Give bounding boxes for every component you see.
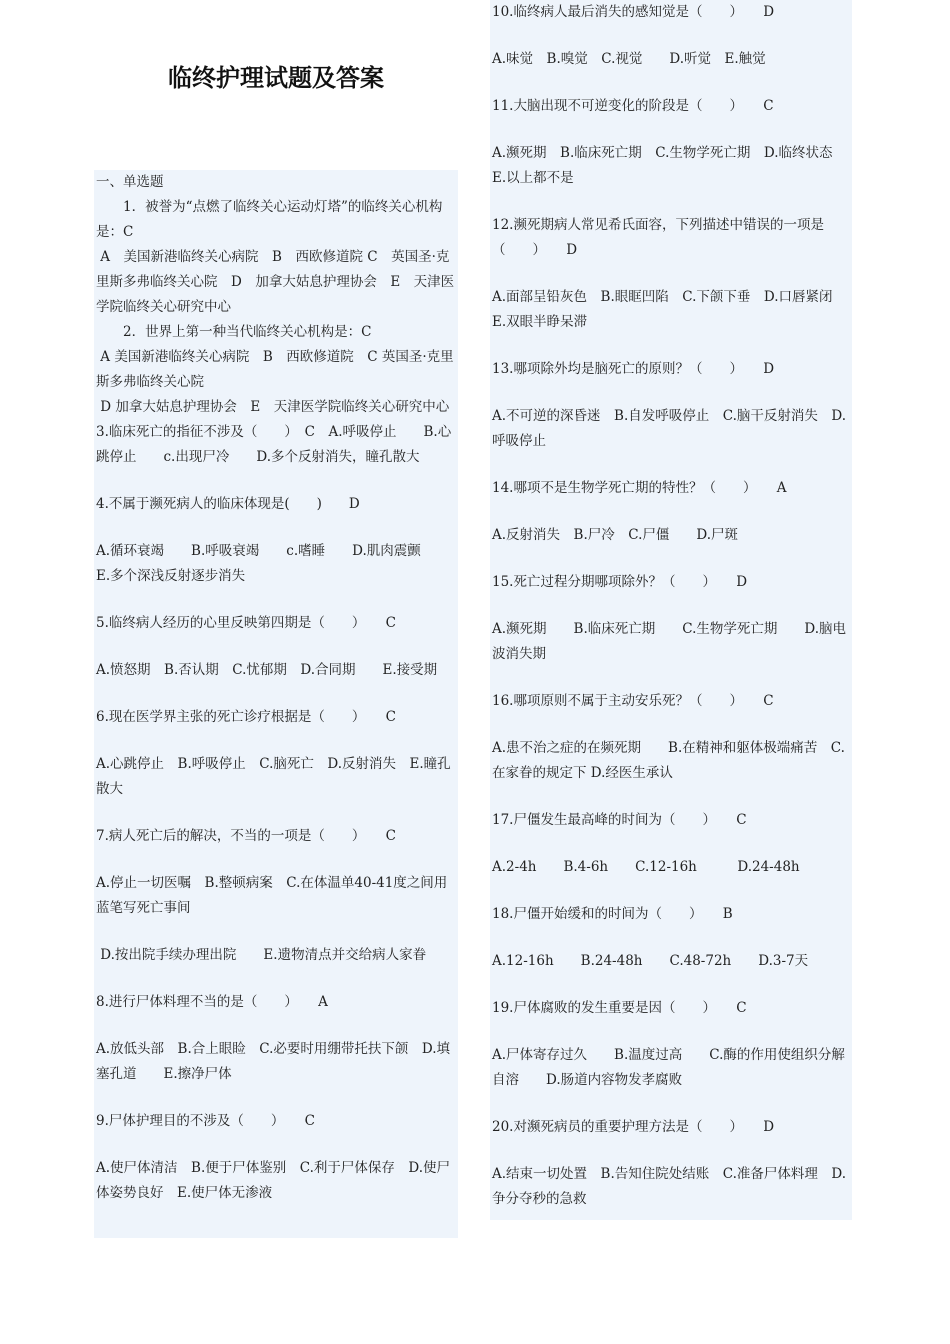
spacer xyxy=(96,849,456,871)
text-line: 14.哪项不是生物学死亡期的特性？（ ） A xyxy=(492,480,787,496)
text-line: A.反射消失 B.尸冷 C.尸僵 D.尸斑 xyxy=(492,527,739,543)
text-line: A.患不治之症的在频死期 B.在精神和躯体极端痛苦 C.在家眷的规定下 D.经医生承认 xyxy=(492,740,845,781)
text-line: 10.临终病人最后消失的感知觉是（ ） D xyxy=(492,4,775,20)
text-line: 8.进行尸体料理不当的是（ ） A xyxy=(96,994,328,1010)
spacer xyxy=(492,119,850,141)
text-line: 9.尸体护理目的不涉及（ ） C xyxy=(96,1113,315,1129)
text-line: 13.哪项除外均是脑死亡的原则？（ ） D xyxy=(492,361,775,377)
spacer xyxy=(492,974,850,996)
text-line: 5.临终病人经历的心里反映第四期是（ ） C xyxy=(96,615,396,631)
spacer xyxy=(492,1093,850,1115)
right-column xyxy=(490,0,852,1220)
text-line: 7.病人死亡后的解决，不当的一项是（ ） C xyxy=(96,828,396,844)
text-line: A.心跳停止 B.呼吸停止 C.脑死亡 D.反射消失 E.瞳孔散大 xyxy=(96,756,451,797)
text-line: 1．被誉为“点燃了临终关心运动灯塔”的临终关心机构是：C xyxy=(96,199,443,240)
text-line: A.面部呈铅灰色 B.眼眶凹陷 C.下颌下垂 D.口唇紧闭 E.双眼半睁呆滞 xyxy=(492,289,847,330)
spacer xyxy=(96,517,456,539)
document-title: 临终护理试题及答案 xyxy=(168,64,384,92)
spacer xyxy=(492,335,850,357)
spacer xyxy=(492,454,850,476)
text-line: A.结束一切处置 B.告知住院处结账 C.准备尸体料理 D.争分夺秒的急救 xyxy=(492,1166,847,1207)
spacer xyxy=(492,191,850,213)
text-line: 12.濒死期病人常见希氏面容，下列描述中错误的一项是（ ） D xyxy=(492,217,824,258)
text-line: 16.哪项原则不属于主动安乐死？（ ） C xyxy=(492,693,774,709)
text-line: A.不可逆的深昏迷 B.自发呼吸停止 C.脑干反射消失 D.呼吸停止 xyxy=(492,408,847,449)
spacer xyxy=(492,880,850,902)
text-line: 17.尸僵发生最高峰的时间为（ ） C xyxy=(492,812,747,828)
text-line: A.愤怒期 B.否认期 C.忧郁期 D.合同期 E.接受期 xyxy=(96,662,438,678)
text-line: A.味觉 B.嗅觉 C.视觉 D.听觉 E.触觉 xyxy=(492,51,766,67)
spacer xyxy=(492,382,850,404)
text-line: D.按出院手续办理出院 E.遗物清点并交给病人家眷 xyxy=(96,947,427,963)
text-line: A.2-4h B.4-6h C.12-16h D.24-48h xyxy=(492,859,800,875)
spacer xyxy=(96,683,456,705)
spacer xyxy=(96,921,456,943)
spacer xyxy=(492,72,850,94)
spacer xyxy=(492,25,850,47)
text-line: 20.对濒死病员的重要护理方法是（ ） D xyxy=(492,1119,775,1135)
spacer xyxy=(492,595,850,617)
text-line: A.使尸体清洁 B.便于尸体鉴别 C.利于尸体保存 D.使尸体姿势良好 E.使尸体无渗液 xyxy=(96,1160,451,1201)
spacer xyxy=(492,833,850,855)
text-line: A 美国新港临终关心病院 B 西欧修道院 C 英国圣·克里斯多弗临终关心院 xyxy=(96,349,454,390)
text-line: 19.尸体腐败的发生重要是因（ ） C xyxy=(492,1000,747,1016)
text-line: A 美国新港临终关心病院 B 西欧修道院 C 英国圣·克里斯多弗临终关心院 D 加拿大姑息护理协会 E 天津医学院临终关心研究中心 xyxy=(96,249,455,315)
text-line: A.循环衰竭 B.呼吸衰竭 c.嗜睡 D.肌肉震颤 E.多个深浅反射逐步消失 xyxy=(96,543,448,584)
spacer xyxy=(96,730,456,752)
text-line: 6.现在医学界主张的死亡诊疗根据是（ ） C xyxy=(96,709,396,725)
spacer xyxy=(492,1140,850,1162)
text-line: A.放低头部 B.合上眼睑 C.必要时用绷带托扶下颌 D.填塞孔道 E.擦净尸体 xyxy=(96,1041,451,1082)
spacer xyxy=(492,667,850,689)
text-line: 15.死亡过程分期哪项除外？（ ） D xyxy=(492,574,748,590)
text-line: A.尸体寄存过久 B.温度过高 C.酶的作用使组织分解自溶 D.肠道内容物发孝腐败 xyxy=(492,1047,845,1088)
spacer xyxy=(492,714,850,736)
text-line: A.停止一切医嘱 B.整顿病案 C.在体温单40-41度之间用蓝笔写死亡事间 xyxy=(96,875,448,916)
spacer xyxy=(96,1015,456,1037)
spacer xyxy=(492,786,850,808)
spacer xyxy=(96,802,456,824)
spacer xyxy=(96,1134,456,1156)
spacer xyxy=(96,968,456,990)
text-line: 11.大脑出现不可逆变化的阶段是（ ） C xyxy=(492,98,774,114)
spacer xyxy=(96,589,456,611)
spacer xyxy=(96,470,456,492)
text-line: 4.不属于濒死病人的临床体现是( ) D xyxy=(96,496,360,512)
text-line: A.濒死期 B.临床死亡期 C.生物学死亡期 D.脑电波消失期 xyxy=(492,621,847,662)
spacer xyxy=(96,1087,456,1109)
spacer xyxy=(492,501,850,523)
text-line: A.濒死期 B.临床死亡期 C.生物学死亡期 D.临终状态 E.以上都不是 xyxy=(492,145,847,186)
spacer xyxy=(492,548,850,570)
text-line: 2．世界上第一种当代临终关心机构是：C xyxy=(123,324,372,340)
text-line: D 加拿大姑息护理协会 E 天津医学院临终关心研究中心 3.临床死亡的指征不涉及（ ） C A.呼吸停止 B.心跳停止 c.出现尸冷 D.多个反射消失，瞳孔散大 xyxy=(96,399,490,465)
spacer xyxy=(492,1021,850,1043)
text-line: 一、单选题 xyxy=(96,174,164,190)
spacer xyxy=(96,636,456,658)
text-line: A.12-16h B.24-48h C.48-72h D.3-7天 xyxy=(492,953,809,969)
spacer xyxy=(492,927,850,949)
spacer xyxy=(492,263,850,285)
left-column xyxy=(94,170,490,1238)
text-line: 18.尸僵开始缓和的时间为（ ） B xyxy=(492,906,733,922)
